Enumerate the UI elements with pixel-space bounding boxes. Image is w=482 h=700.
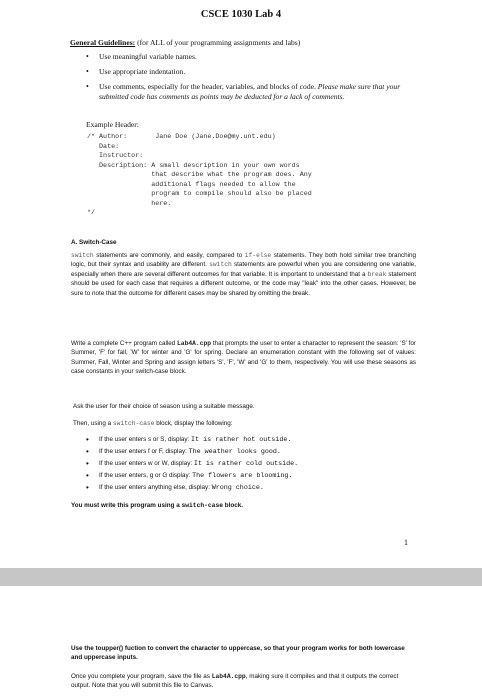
guideline-item xyxy=(75,52,420,62)
page-separator xyxy=(0,568,482,586)
rule-condition: If the user enters anything else, display: xyxy=(99,484,212,492)
inline-code: switch xyxy=(209,261,232,269)
guidelines-heading-rest: (for ALL of your programming assignments and labs) xyxy=(135,38,301,47)
inline-code: switch xyxy=(71,252,94,259)
guideline-item xyxy=(75,67,420,77)
rule-condition: If the user enters f or F, display: xyxy=(99,448,189,456)
guidelines-heading xyxy=(70,38,300,48)
requirement-note xyxy=(71,501,243,510)
paragraph-text: statement should be used for each case that requires a different outcome, or the code may "leak" into the other cases. However, be sure to note that the outcome for different cases may be shared by omitting the break. xyxy=(71,270,416,297)
paragraph-text: statements are commonly, and easily, compared to xyxy=(93,252,245,259)
rule-condition: If the user enters s or S, display: xyxy=(99,436,192,443)
document-page-2 xyxy=(0,586,482,700)
rule-output: Wrong choice. xyxy=(211,484,264,493)
file-name: Lab4A.cpp xyxy=(177,340,212,347)
inline-code: switch-case xyxy=(112,420,155,427)
example-header-label: Example Header: xyxy=(86,120,139,129)
output-rule-item xyxy=(75,435,415,446)
program-instructions-paragraph xyxy=(71,339,416,377)
guideline-text: Use meaningful variable names. xyxy=(99,52,197,61)
guidelines-list xyxy=(75,52,420,107)
output-rule-item xyxy=(75,459,415,470)
paragraph-text: statements. They both hold similar tree branching logic, but their syntax and usability are different. xyxy=(71,252,416,269)
output-rule-item xyxy=(75,483,415,494)
guideline-italic-note: Please make sure that your submitted code has comments as points may be deducted for a lack of comments. xyxy=(99,82,401,101)
example-header-code: /* Author: Jane Doe (Jane.Doe@my.unt.edu) Date: Instructor: Description: A small description in your own words that describe what the program does. Any additional flags needed to allow the program to compile should also be placed here. */ xyxy=(87,133,312,217)
submission-paragraph xyxy=(71,672,416,691)
rule-output: The flowers are blooming. xyxy=(192,472,293,481)
switch-intro-paragraph xyxy=(71,251,416,298)
output-rule-item xyxy=(75,471,415,482)
paragraph-text: , making sure it compiles and that it outputs the correct output. Note that you will submit this file to Canvas. xyxy=(71,673,399,690)
output-rule-item xyxy=(75,447,415,458)
paragraph-text: Once you complete your program, save the file as xyxy=(71,673,212,680)
paragraph-text: You must write this program using a xyxy=(71,502,182,509)
rule-output: It is rather hot outside. xyxy=(191,436,292,444)
inline-code: switch-case xyxy=(181,502,224,509)
guideline-item xyxy=(75,82,420,102)
file-name: Lab4A.cpp xyxy=(211,673,246,680)
paragraph-text: block, display the following: xyxy=(154,420,233,427)
paragraph-text: Write a complete C++ program called xyxy=(71,340,178,347)
rule-output: The weather looks good. xyxy=(188,448,281,457)
paragraph-text: Then, using a xyxy=(73,420,113,427)
guideline-text: Use comments, especially for the header, variables, and blocks of code. xyxy=(99,82,316,91)
inline-code: if-else xyxy=(244,252,272,259)
paragraph-text: statements are powerful when you are considering one variable, especially when there are several different outcomes for that variable. It is important to understand that a xyxy=(71,261,416,278)
section-a-heading: A. Switch-Case xyxy=(71,239,117,246)
rule-condition: If the user enters w or W, display: xyxy=(99,460,194,468)
page-number: 1 xyxy=(404,538,408,547)
rule-output: It is rather cold outside. xyxy=(193,460,299,469)
output-rules-list xyxy=(75,435,415,495)
guidelines-heading-label: General Guidelines: xyxy=(70,38,136,47)
toupper-note: Use the toupper() fuction to convert the character to uppercase, so that your program works for both lowercase and uppercase inputs. xyxy=(71,645,405,662)
display-intro-paragraph xyxy=(73,419,233,428)
paragraph-text: that prompts the user to enter a character to represent the season: 'S' for Summer, 'F' for fall, 'W' for winter and 'G' for spring. Declare an enumeration constant with the following set of values: Summer, Fall, Winter and Spring and assign letters 'S', 'F', 'W' and 'G' to them, respectively. You will use these seasons as case constants in your switch-case block. xyxy=(71,340,416,376)
paragraph-text: block. xyxy=(223,502,243,509)
inline-code: break xyxy=(367,270,387,278)
guideline-text: Use appropriate indentation. xyxy=(99,67,186,76)
document-title: CSCE 1030 Lab 4 xyxy=(200,9,282,20)
ask-user-paragraph: Ask the user for their choice of season using a suitable message. xyxy=(73,403,255,410)
rule-condition: If the user enters, g or G display: xyxy=(99,472,193,480)
